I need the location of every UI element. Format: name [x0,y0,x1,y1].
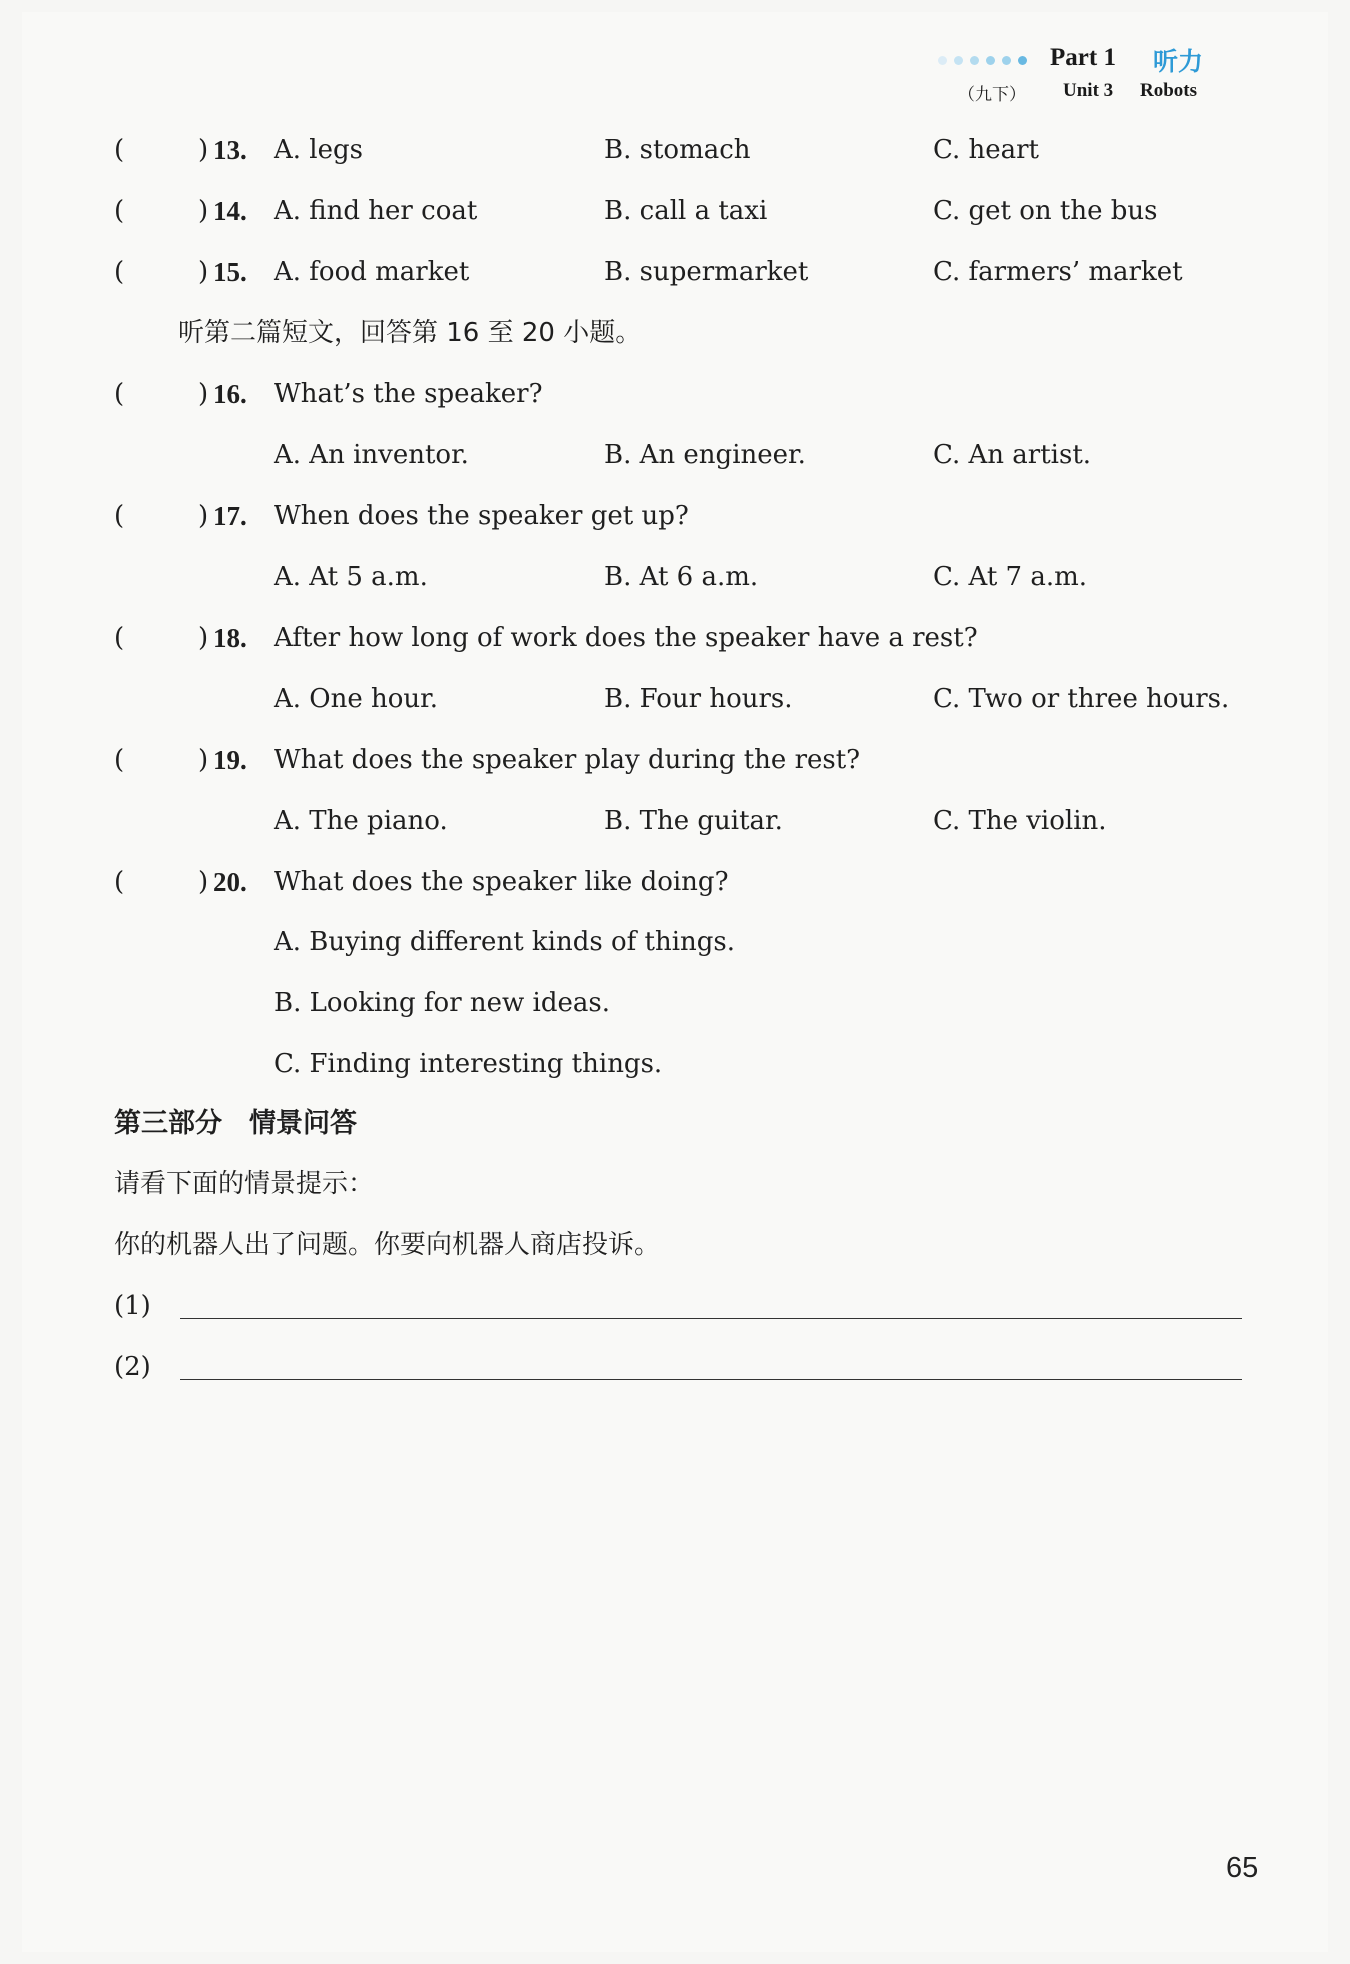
option-c: C. The violin. [933,806,1107,836]
answer-blank-1-line[interactable] [180,1318,1242,1319]
option-a: A. At 5 a.m. [274,562,428,592]
option-c: C. Two or three hours. [933,684,1230,714]
question-number: 14. [213,196,247,226]
part3-scenario: 你的机器人出了问题。你要向机器人商店投诉。 [114,1230,661,1260]
answer-paren-close: ) [198,257,209,287]
question-17-options [0,557,1350,597]
option-b: B. The guitar. [604,806,783,836]
dot-icon [986,56,995,65]
option-b: B. Four hours. [604,684,793,714]
option-a: A. The piano. [274,806,448,836]
answer-paren-close: ) [198,745,209,775]
question-16 [0,374,1350,414]
part3-prompt-label: 请看下面的情景提示： [114,1169,375,1199]
answer-paren-close: ) [198,135,209,165]
question-18 [0,618,1350,658]
page-sheet [22,12,1328,1952]
page-number: 65 [1226,1852,1259,1884]
answer-paren-close: ) [198,196,209,226]
question-17 [0,496,1350,536]
question-16-options [0,435,1350,475]
dot-icon [1002,56,1011,65]
question-13 [0,130,1350,170]
dot-icon [1018,56,1027,65]
question-number: 16. [213,379,247,409]
running-header [938,44,1258,114]
answer-paren-close: ) [198,379,209,409]
question-number: 18. [213,623,247,653]
question-stem: After how long of work does the speaker have a rest? [274,623,978,653]
option-a: A. food market [274,257,470,287]
answer-paren-open: ( [114,745,125,775]
answer-paren-open: ( [114,257,125,287]
question-number: 13. [213,135,247,165]
option-b: B. An engineer. [604,440,806,470]
question-number: 20. [213,867,247,897]
question-stem: What does the speaker like doing? [274,867,729,897]
answer-paren-open: ( [114,196,125,226]
option-a: A. An inventor. [274,440,469,470]
answer-paren-open: ( [114,501,125,531]
question-stem: What’s the speaker? [274,379,543,409]
decorative-dots [938,56,1027,65]
header-unit: Unit 3 [1063,80,1114,101]
answer-paren-close: ) [198,623,209,653]
option-c: C. At 7 a.m. [933,562,1088,592]
answer-paren-close: ) [198,501,209,531]
question-stem: What does the speaker play during the rest? [274,745,861,775]
option-b: B. stomach [604,135,751,165]
option-c: C. An artist. [933,440,1092,470]
option-b: B. At 6 a.m. [604,562,759,592]
option-b: B. Looking for new ideas. [274,988,611,1018]
question-19-options [0,801,1350,841]
question-20-option-a [0,922,1350,962]
option-a: A. find her coat [274,196,478,226]
option-c: C. heart [933,135,1040,165]
option-b: B. supermarket [604,257,809,287]
header-grade: （九下） [958,85,1026,105]
answer-paren-open: ( [114,867,125,897]
question-number: 19. [213,745,247,775]
question-19 [0,740,1350,780]
option-c: C. Finding interesting things. [274,1049,663,1079]
answer-blank-1-label: (1) [114,1291,151,1321]
option-c: C. farmers’ market [933,257,1183,287]
question-number: 15. [213,257,247,287]
header-part: Part 1 [1050,44,1116,71]
answer-blank-2-label: (2) [114,1352,151,1382]
question-20-option-b [0,983,1350,1023]
answer-blank-2-line[interactable] [180,1379,1242,1380]
header-section-cn: 听力 [1153,47,1204,76]
answer-paren-open: ( [114,135,125,165]
question-15 [0,252,1350,292]
question-14 [0,191,1350,231]
dot-icon [954,56,963,65]
answer-paren-close: ) [198,867,209,897]
option-c: C. get on the bus [933,196,1158,226]
passage2-intro: 听第二篇短文，回答第 16 至 20 小题。 [178,318,642,348]
question-18-options [0,679,1350,719]
dot-icon [938,56,947,65]
part3-title: 第三部分 情景问答 [114,1108,357,1139]
question-20-option-c [0,1044,1350,1084]
question-20 [0,862,1350,902]
question-number: 17. [213,501,247,531]
option-a: A. One hour. [274,684,438,714]
answer-paren-open: ( [114,379,125,409]
header-unit-title: Robots [1140,80,1198,101]
answer-paren-open: ( [114,623,125,653]
option-a: A. Buying different kinds of things. [274,927,736,957]
question-stem: When does the speaker get up? [274,501,689,531]
option-a: A. legs [274,135,363,165]
dot-icon [970,56,979,65]
option-b: B. call a taxi [604,196,768,226]
